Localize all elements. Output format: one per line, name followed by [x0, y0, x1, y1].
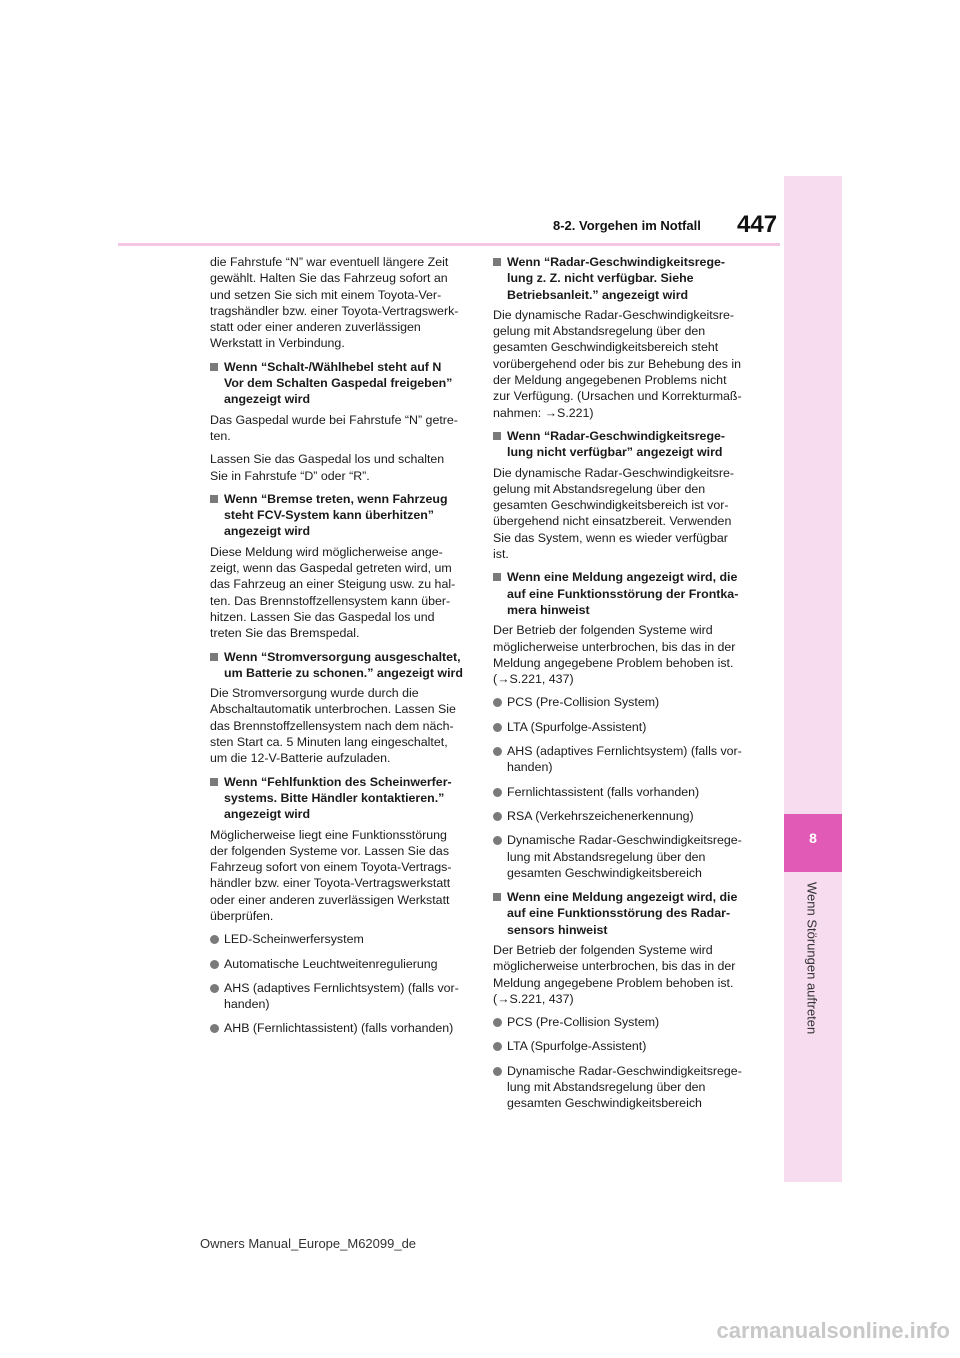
paragraph: Der Betrieb der folgenden Systeme wird möglicherweise unterbrochen, bis das in der Meldung angegebene Problem behoben ist. (→S.221, 437): [493, 942, 736, 1006]
list-item: LED-Scheinwerfersystem: [210, 931, 464, 947]
page-number: 447: [737, 211, 778, 238]
round-bullet-icon: [493, 812, 502, 821]
list-item: Automatische Leuchtweitenregulierung: [210, 956, 464, 972]
right-column: [493, 254, 747, 1120]
square-bullet-icon: [210, 363, 218, 371]
round-bullet-icon: [210, 935, 219, 944]
section-heading: Wenn “Bremse treten, wenn Fahrzeug steht FCV-System kann überhitzen” angezeigt wird: [210, 491, 464, 540]
list-item: PCS (Pre-Collision System): [493, 694, 747, 710]
paragraph: Lassen Sie das Gaspedal los und schalten Sie in Fahrstufe “D” oder “R”.: [210, 452, 445, 483]
footer-doc-name: Owners Manual_Europe_M62099_de: [199, 1236, 417, 1251]
square-bullet-icon: [210, 778, 218, 786]
chapter-title: Wenn Störungen auftreten: [804, 882, 820, 1035]
list-item: LTA (Spurfolge-Assistent): [493, 719, 747, 735]
list-item: AHS (adaptives Fernlichtsystem) (falls vorhanden): [210, 980, 464, 1013]
round-bullet-icon: [493, 723, 502, 732]
section-heading: Wenn eine Meldung angezeigt wird, die auf eine Funktionsstörung der Frontkamera hinweist: [493, 569, 747, 618]
square-bullet-icon: [493, 258, 501, 266]
paragraph: Diese Meldung wird möglicherweise angezeigt, wenn das Gaspedal getreten wird, um das Fahrzeug an einer Steigung usw. zu halten. Das Brennstoffzellensystem kann überhitzen. Lassen Sie das Gaspedal los und treten Sie das Bremspedal.: [210, 544, 456, 641]
list-item: AHB (Fernlichtassistent) (falls vorhanden): [210, 1020, 464, 1036]
section-heading: Wenn “Stromversorgung ausgeschaltet, um Batterie zu schonen.” angezeigt wird: [210, 649, 464, 682]
header-rule: [118, 243, 780, 246]
round-bullet-icon: [210, 984, 219, 993]
paragraph: Die dynamische Radar-Geschwindigkeitsregelung mit Abstandsregelung über den gesamten Geschwindigkeitsbereich steht vorübergehend oder bis zur Behebung des in der Meldung angegebenen Problems nicht zur Verfügung. (Ursachen und Korrekturmaßnahmen: →S.221): [493, 307, 742, 420]
list-item: AHS (adaptives Fernlichtsystem) (falls vorhanden): [493, 743, 747, 776]
section-heading: Wenn “Schalt-/Wählhebel steht auf N Vor dem Schalten Gaspedal freigeben” angezeigt wird: [210, 359, 464, 408]
round-bullet-icon: [493, 1018, 502, 1027]
paragraph: Möglicherweise liegt eine Funktionsstörung der folgenden Systeme vor. Lassen Sie das Fahrzeug sofort von einem Toyota-Vertragshändler bzw. einer Toyota-Vertragswerkstatt oder einer anderen zuverlässigen Werkstatt überprüfen.: [210, 827, 452, 923]
round-bullet-icon: [210, 1024, 219, 1033]
left-column: [210, 254, 464, 1045]
paragraph: Der Betrieb der folgenden Systeme wird möglicherweise unterbrochen, bis das in der Meldung angegebene Problem behoben ist. (→S.221, 437): [493, 623, 736, 687]
list-item: RSA (Verkehrszeichenerkennung): [493, 808, 747, 824]
list-item: Dynamische Radar-Geschwindigkeitsregelung mit Abstandsregelung über den gesamten Geschwindigkeitsbereich: [493, 832, 747, 881]
square-bullet-icon: [210, 495, 218, 503]
watermark: carmanualsonline.info: [716, 1318, 950, 1343]
square-bullet-icon: [493, 432, 501, 440]
list-item: LTA (Spurfolge-Assistent): [493, 1038, 747, 1054]
round-bullet-icon: [493, 1067, 502, 1076]
section-heading: Wenn eine Meldung angezeigt wird, die auf eine Funktionsstörung des Radarsensors hinweist: [493, 889, 747, 938]
list-item: PCS (Pre-Collision System): [493, 1014, 747, 1030]
square-bullet-icon: [493, 573, 501, 581]
chapter-number: 8: [809, 830, 817, 846]
intro-paragraph: die Fahrstufe “N” war eventuell längere Zeit gewählt. Halten Sie das Fahrzeug sofort an und setzen Sie sich mit einem Toyota-Vertragshändler bzw. einer Toyota-Vertragswerkstatt oder einer anderen zuverlässigen Werkstatt in Verbindung.: [210, 255, 459, 351]
round-bullet-icon: [493, 836, 502, 845]
square-bullet-icon: [210, 653, 218, 661]
section-heading: Wenn “Fehlfunktion des Scheinwerfersystems. Bitte Händler kontaktieren.” angezeigt wird: [210, 774, 464, 823]
paragraph: Das Gaspedal wurde bei Fahrstufe “N” getreten.: [210, 412, 458, 443]
list-item: Fernlichtassistent (falls vorhanden): [493, 784, 747, 800]
round-bullet-icon: [210, 960, 219, 969]
paragraph: Die Stromversorgung wurde durch die Abschaltautomatik unterbrochen. Lassen Sie das Brennstoffzellensystem nach dem nächsten Start ca. 5 Minuten lang eingeschaltet, um die 12-V-Batterie aufzuladen.: [210, 686, 456, 766]
list-item: Dynamische Radar-Geschwindigkeitsregelung mit Abstandsregelung über den gesamten Geschwindigkeitsbereich: [493, 1063, 747, 1112]
paragraph: Die dynamische Radar-Geschwindigkeitsregelung mit Abstandsregelung über den gesamten Geschwindigkeitsbereich ist vorübergehend nicht einsatzbereit. Verwenden Sie das System, wenn es wieder verfügbar ist.: [493, 465, 735, 562]
round-bullet-icon: [493, 698, 502, 707]
round-bullet-icon: [493, 788, 502, 797]
round-bullet-icon: [493, 1042, 502, 1051]
section-title: 8-2. Vorgehen im Notfall: [553, 218, 701, 233]
section-heading: Wenn “Radar-Geschwindigkeitsregelung nicht verfügbar” angezeigt wird: [493, 428, 747, 461]
round-bullet-icon: [493, 747, 502, 756]
square-bullet-icon: [493, 893, 501, 901]
section-heading: Wenn “Radar-Geschwindigkeitsregelung z. Z. nicht verfügbar. Siehe Betriebsanleit.” angezeigt wird: [493, 254, 747, 303]
